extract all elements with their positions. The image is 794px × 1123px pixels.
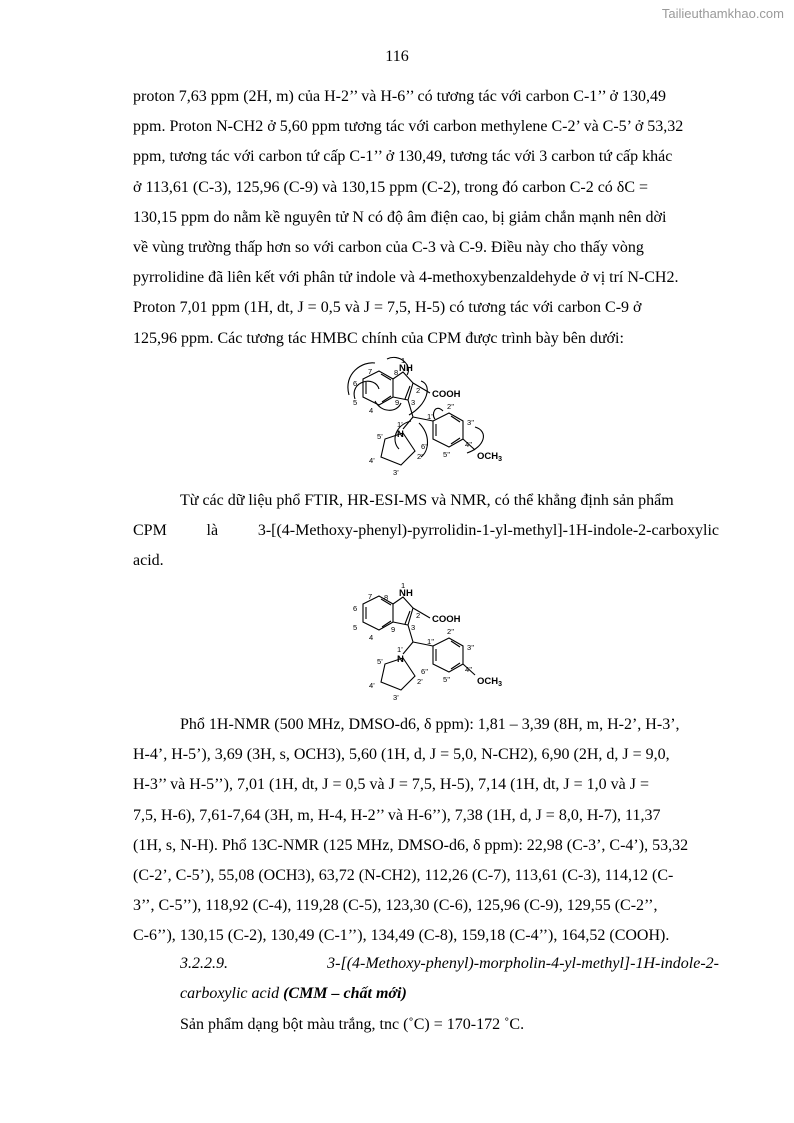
atom-number: 4 xyxy=(369,633,374,642)
atom-label-n: N xyxy=(399,363,406,374)
atom-number: 3’’ xyxy=(467,643,475,652)
text-word: CPM xyxy=(133,522,167,539)
atom-number: 3 xyxy=(411,398,416,407)
atom-number: 1 xyxy=(401,356,406,365)
cooh-label: COOH xyxy=(432,389,461,400)
atom-number: 5’ xyxy=(377,432,383,441)
atom-number: 5’’ xyxy=(443,450,451,459)
text-line: acid. xyxy=(133,552,164,569)
text-line: proton 7,63 ppm (2H, m) của H-2’’ và H-6’’ có tương tác với carbon C-1’’ ở 130,49 xyxy=(133,88,667,105)
pyrrolidine-n: N xyxy=(397,654,404,665)
atom-number: 2’’ xyxy=(447,627,455,636)
atom-number: 3’ xyxy=(393,693,399,702)
section-heading-cont xyxy=(180,985,407,1003)
atom-number: 2’’ xyxy=(447,402,455,411)
atom-number: 1’ xyxy=(397,420,403,429)
och3-label: $OCH_3$ xyxy=(477,451,503,463)
text-line: Proton 7,01 ppm (1H, dt, J = 0,5 và J = 7,5, H-5) có tương tác với carbon C-9 ở xyxy=(133,299,642,317)
compound-name-line xyxy=(133,516,719,546)
atom-number: 6’’ xyxy=(421,442,429,451)
text-line: Phổ 1H-NMR (500 MHz, DMSO-d6, δ ppm): 1,81 – 3,39 (8H, m, H-2’, H-3’, xyxy=(180,716,680,733)
text-line: 3’’, C-5’’), 118,92 (C-4), 119,28 (C-5), 123,30 (C-6), 125,96 (C-9), 129,55 (C-2’’, xyxy=(133,897,658,915)
text-line: (1H, s, N-H). Phổ 13C-NMR (125 MHz, DMSO-d6, δ ppm): 22,98 (C-3’, C-4’), 53,32 xyxy=(133,836,689,854)
atom-number: 5’’ xyxy=(443,675,451,684)
text-line: 7,5, H-6), 7,61-7,64 (3H, m, H-4, H-2’’ và H-6’’), 7,38 (1H, d, J = 8,0, H-7), 11,37 xyxy=(133,806,661,824)
atom-number: 9 xyxy=(391,625,396,634)
section-heading xyxy=(180,955,719,973)
atom-number: 3 xyxy=(411,623,416,632)
text-line: 125,96 ppm. Các tương tác HMBC chính của CPM được trình bày bên dưới: xyxy=(133,329,624,347)
atom-number: 5’ xyxy=(377,657,383,666)
atom-number: 6 xyxy=(353,379,358,388)
atom-number: 4’’ xyxy=(465,665,473,674)
section-title: 3-[(4-Methoxy-phenyl)-morpholin-4-yl-methyl]-1H-indole-2- xyxy=(327,955,719,972)
atom-number: 2 xyxy=(416,611,421,620)
section-number: 3.2.2.9. xyxy=(180,955,228,972)
text-line: H-4’, H-5’), 3,69 (3H, s, OCH3), 5,60 (1H, d, J = 5,0, N-CH2), 6,90 (2H, d, J = 9,0, xyxy=(133,746,670,764)
atom-number: 4’’ xyxy=(465,440,473,449)
atom-number: 2’ xyxy=(417,452,423,461)
atom-number: 8 xyxy=(394,368,399,377)
atom-number: 5 xyxy=(353,398,358,407)
atom-number: 8 xyxy=(384,593,389,602)
text-line: Từ các dữ liệu phổ FTIR, HR-ESI-MS và NMR, có thể khẳng định sản phẩm xyxy=(180,492,674,509)
atom-number: 7 xyxy=(368,592,373,601)
paragraph-hmbc xyxy=(133,82,719,354)
atom-number: 4 xyxy=(369,406,374,415)
atom-number: 9 xyxy=(395,398,400,407)
atom-number: 3’ xyxy=(393,468,399,477)
text-word: là xyxy=(206,522,219,539)
text-line: 130,15 ppm do nằm kề nguyên tử N có độ âm điện cao, bị giảm chắn mạnh nên dời xyxy=(133,208,667,226)
cpm-structure xyxy=(335,580,520,705)
page-number: 116 xyxy=(385,48,409,65)
atom-number: 2’ xyxy=(417,677,423,686)
text-line: ppm, tương tác với carbon tứ cấp C-1’’ ở 130,49, tương tác với 3 carbon tứ cấp khác xyxy=(133,148,673,166)
atom-number: 3’’ xyxy=(467,418,475,427)
text-line: pyrrolidine đã liên kết với phân tử indole và 4-methoxybenzaldehyde ở vị trí N-CH2. xyxy=(133,269,679,287)
atom-number: 1’’ xyxy=(427,412,435,421)
text-line: ppm. Proton N-CH2 ở 5,60 ppm tương tác với carbon methylene C-2’ và C-5’ ở 53,32 xyxy=(133,118,684,136)
text-line: về vùng trường thấp hơn so với carbon của C-3 và C-9. Điều này cho thấy vòng xyxy=(133,239,644,257)
compound-name: 3-[(4-Methoxy-phenyl)-pyrrolidin-1-yl-methyl]-1H-indole-2-carboxylic xyxy=(257,522,719,539)
atom-number: 4’ xyxy=(369,681,375,690)
atom-number: 1’’ xyxy=(427,637,435,646)
atom-number: 6 xyxy=(353,604,358,613)
paragraph-conclusion xyxy=(133,486,719,516)
atom-number: 1’ xyxy=(397,645,403,654)
text-line: ở 113,61 (C-3), 125,96 (C-9) và 130,15 ppm (C-2), trong đó carbon C-2 có δC = xyxy=(133,178,649,196)
text-line: (C-2’, C-5’), 55,08 (OCH3), 63,72 (N-CH2), 112,26 (C-7), 113,61 (C-3), 114,12 (C- xyxy=(133,867,674,885)
och3-label: $OCH_3$ xyxy=(477,676,503,688)
watermark: Tailieuthamkhao.com xyxy=(661,6,784,21)
atom-label-h: H xyxy=(406,363,413,374)
atom-number: 2 xyxy=(416,386,421,395)
product-description: Sản phẩm dạng bột màu trắng, tnc (˚C) = 170-172 ˚C. xyxy=(180,1016,525,1033)
pyrrolidine-n: N xyxy=(397,429,404,440)
paragraph-nmr-data xyxy=(133,710,719,952)
atom-number: 5 xyxy=(353,623,358,632)
atom-label-n: N xyxy=(399,588,406,599)
atom-label-h: H xyxy=(406,588,413,599)
atom-number: 7 xyxy=(368,367,373,376)
cooh-label: COOH xyxy=(432,614,461,625)
section-title-cont: carboxylic acid xyxy=(180,985,284,1002)
text-line: H-3’’ và H-5’’), 7,01 (1H, dt, J = 0,5 và J = 7,5, H-5), 7,14 (1H, dt, J = 1,0 và J = xyxy=(133,776,650,794)
atom-number: 4’ xyxy=(369,456,375,465)
section-title-bold: (CMM – chất mới) xyxy=(283,985,407,1002)
atom-number: 6’’ xyxy=(421,667,429,676)
hmbc-structure-diagram xyxy=(335,355,520,480)
text-line: C-6’’), 130,15 (C-2), 130,49 (C-1’’), 134,49 (C-8), 159,18 (C-4’’), 164,52 (COOH). xyxy=(133,927,670,945)
atom-number: 1 xyxy=(401,581,406,590)
